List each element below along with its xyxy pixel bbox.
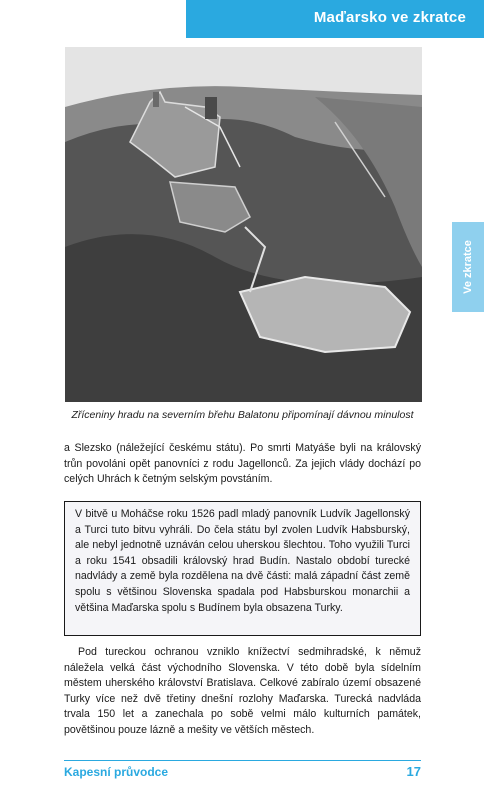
section-side-tab: [452, 222, 484, 312]
body-paragraph-1: a Slezsko (náležející českému státu). Po smrti Matyáše byli na královský trůn povoláni opět panovníci z rodu Jagellonců. Za jejich vlády dochází po celých Uhrách k četným selským povstáním.: [64, 442, 421, 486]
body-paragraph-2: Pod tureckou ochranou vzniklo knížectví sedmihradské, k němuž náležela velká část východního Slovenska. V této době byla sídelním městem uherského království Bratislava. Celkové zabíralo území obsazené Turky více než dvě třetiny dnešní rozlohy Maďarska. Turecká nadvláda trvala 150 let a zanechala po sobě velmi málo kulturních památek, povětšinou pouze lázně a mešity ve větších městech.: [64, 646, 421, 736]
castle-ruins-photo: [65, 47, 422, 402]
footer-divider: [64, 760, 421, 761]
chapter-title: Maďarsko ve zkratce: [313, 9, 466, 26]
info-box-text: V bitvě u Moháčse roku 1526 padl mladý panovník Ludvík Jagellonský a Turci tuto bitvu vyhráli. Do čela státu byl zvolen Ludvík Habsburský, ale nebyl jednotně uznáván celou uherskou šlechtou. Toho využili Turci a roku 1541 obsadili královský hrad Budín. Nastalo období turecké nadvlády a země byla rozdělena na dvě části: malá západní část země spolu s většinou Slovenska spadala pod Habsburskou monarchii a většina Maďarska spolu s Budínem byla obsazena Turky.: [75, 508, 410, 614]
photo-caption: Zříceniny hradu na severním břehu Balatonu připomínají dávnou minulost: [71, 409, 414, 421]
footer-guide-title: Kapesní průvodce: [64, 765, 169, 779]
history-info-box: [64, 501, 421, 636]
chapter-header: [186, 0, 484, 38]
page-number: 17: [406, 764, 421, 779]
section-side-tab-label: Ve zkratce: [462, 240, 475, 294]
